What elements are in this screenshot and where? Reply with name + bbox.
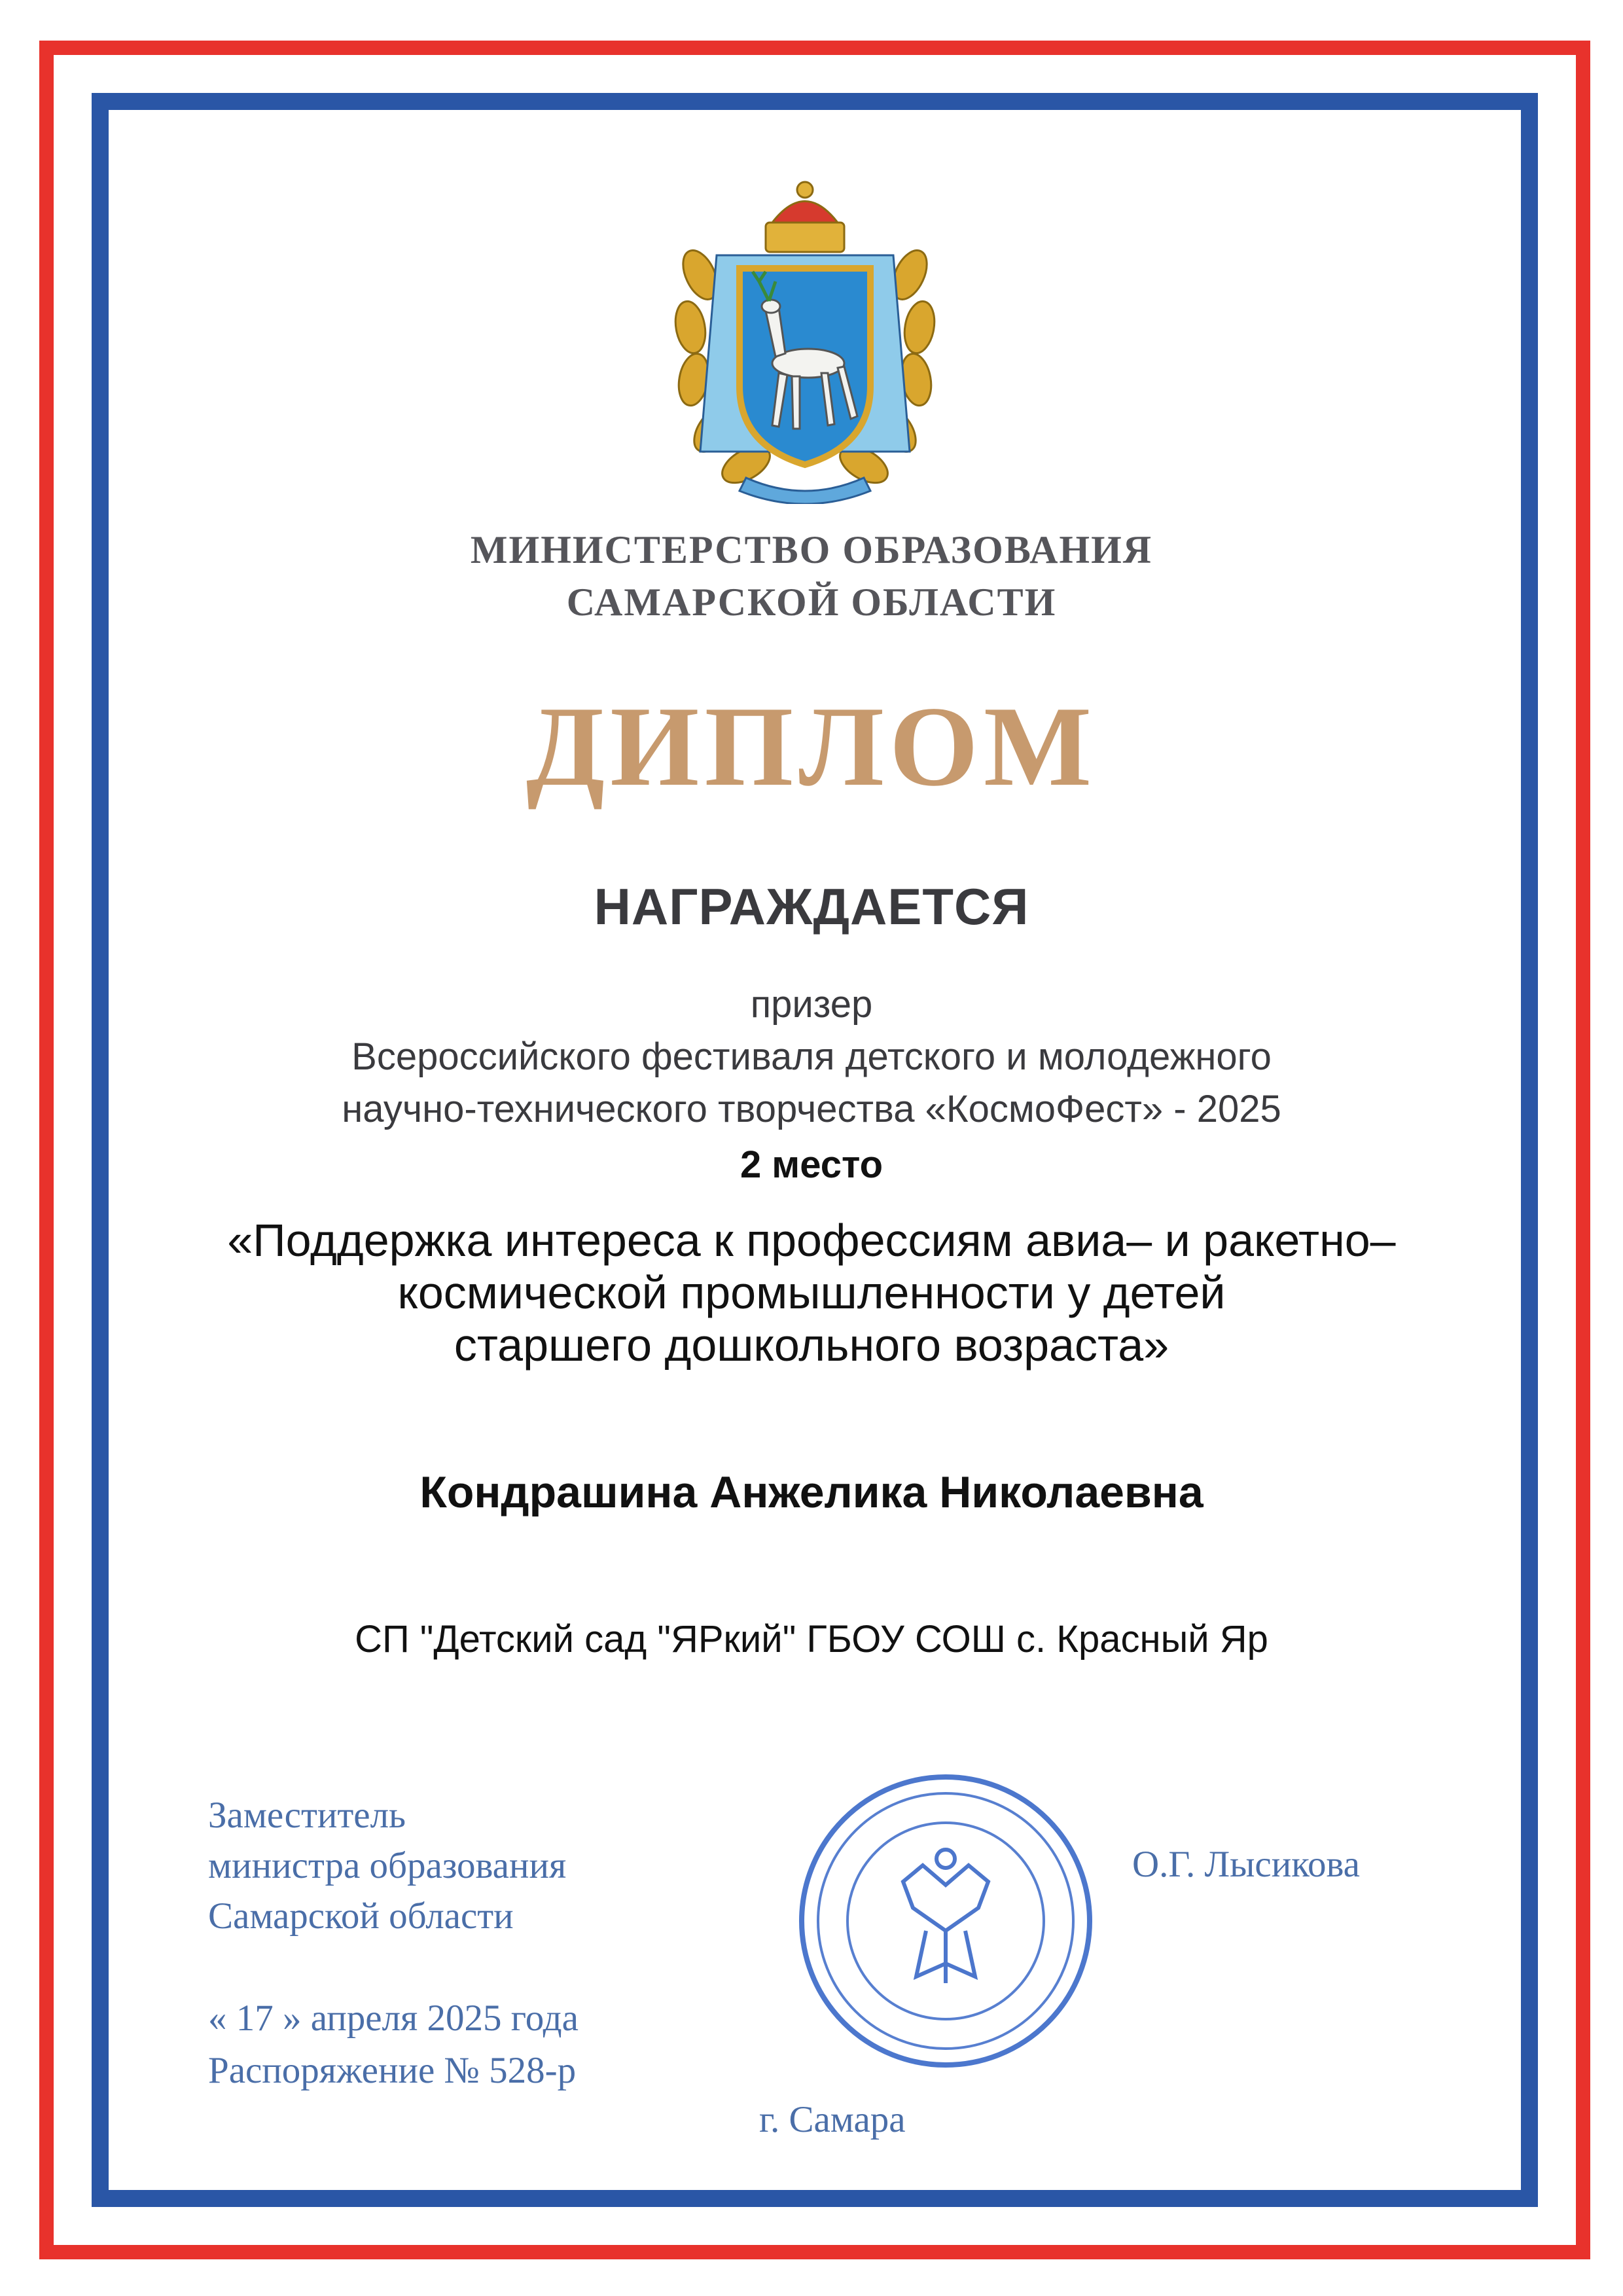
official-seal-icon [792,1767,1099,2075]
awarded-heading: НАГРАЖДАЕТСЯ [594,878,1029,935]
order-date: « 17 » апреля 2025 года [208,1998,579,2039]
signer-position-line-1: Заместитель [208,1795,406,1836]
topic-line-3: старшего дошкольного возраста» [454,1319,1169,1371]
prize-label: призер [750,983,873,1026]
coat-of-arms-icon [654,177,955,504]
city-name: г. Самара [759,2099,906,2140]
festival-line-2: научно-технического творчества «КосмоФест» - 2025 [342,1088,1281,1130]
organization-name: СП "Детский сад "ЯРкий" ГБОУ СОШ с. Красный Яр [355,1618,1268,1660]
recipient-name: Кондрашина Анжелика Николаевна [419,1467,1204,1517]
ministry-line-1: МИНИСТЕРСТВО ОБРАЗОВАНИЯ [470,528,1153,571]
festival-name [196,1031,1427,1136]
place-label: 2 место [740,1143,883,1186]
topic-line-1: «Поддержка интереса к профессиям авиа– и ракетно– [227,1215,1396,1266]
signer-name: О.Г. Лысикова [1132,1844,1360,1885]
diploma-title: ДИПЛОМ [526,683,1097,810]
ministry-name [196,524,1427,628]
ministry-line-2: САМАРСКОЙ ОБЛАСТИ [566,581,1057,624]
order-number: Распоряжение № 528-р [208,2050,577,2091]
project-topic [196,1214,1427,1371]
signer-position [208,1790,566,1941]
festival-line-1: Всероссийского фестиваля детского и молодежного [351,1035,1272,1078]
signer-position-line-3: Самарской области [208,1895,514,1937]
signer-position-line-2: министра образования [208,1845,567,1886]
topic-line-2: космической промышленности у детей [397,1267,1226,1318]
